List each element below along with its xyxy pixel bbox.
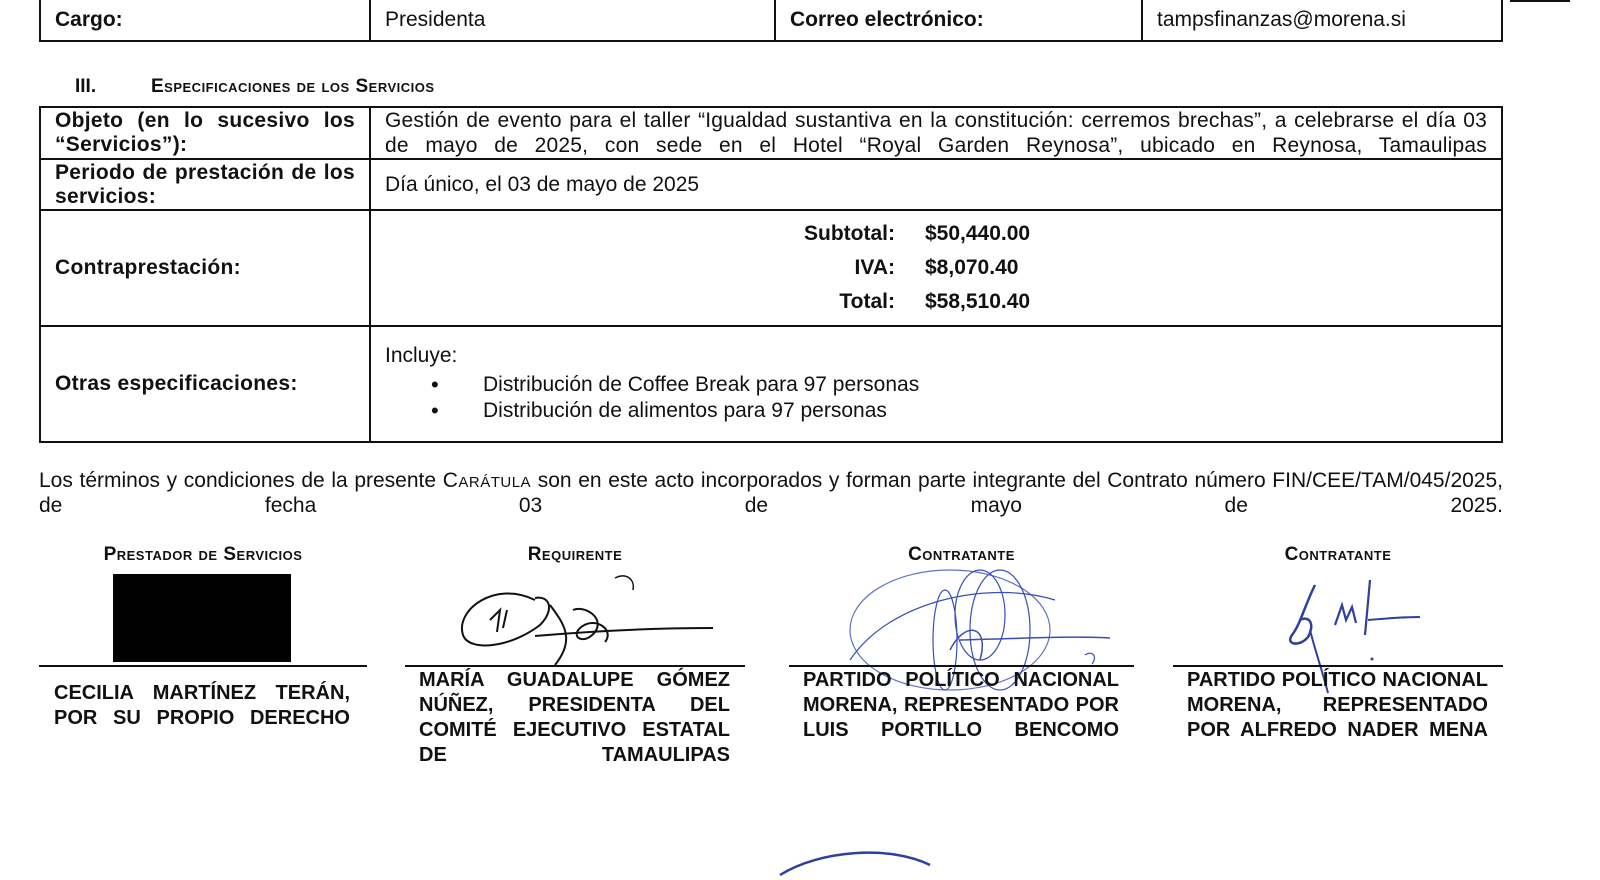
subtotal-label: Subtotal: [804,222,895,245]
sig-heading-requirente: Requirente [527,544,623,565]
otras-label: Otras especificaciones: [40,326,370,442]
sig-heading-prestador: Prestador de Servicios [103,544,303,565]
sig-line-requirente [405,665,745,667]
sig-name-requirente: MARÍA GUADALUPE GÓMEZ NÚÑEZ, PRESIDENTA DEL COMITÉ EJECUTIVO ESTATAL DE TAMAULIPAS [419,669,730,766]
sig-name-prestador: CECILIA MARTÍNEZ TERÁN, POR SU PROPIO DERECHO [54,682,350,729]
sig-line-contratante-1 [789,665,1134,667]
terms-paragraph [39,468,1503,518]
subtotal-value: $50,440.00 [925,222,1031,245]
caratula-word: Carátula [442,469,532,492]
terms-text-1: Los términos y condiciones de la presente [39,469,443,492]
section-number: III. [75,76,97,97]
cargo-value: Presidenta [370,0,775,41]
otras-cell [370,326,1502,442]
sig-name-contratante-2: PARTIDO POLÍTICO NACIONAL MORENA, REPRESENTADO POR ALFREDO NADER MENA [1187,669,1488,741]
cargo-label: Cargo: [40,0,370,41]
sig-line-contratante-2 [1173,665,1503,667]
email-label: Correo electrónico: [775,0,1142,41]
periodo-value: Día único, el 03 de mayo de 2025 [370,159,1502,210]
list-item: • Distribución de Coffee Break para 97 personas [385,372,1487,398]
contraprestacion-label: Contraprestación: [40,210,370,326]
iva-value: $8,070.40 [925,256,1019,279]
redaction-box [113,574,291,662]
header-table [39,0,1503,42]
iva-label: IVA: [854,256,895,279]
sig-heading-contratante-2: Contratante [1284,544,1392,565]
signature-partial-bottom [770,845,940,880]
specs-table [39,106,1503,443]
sig-name-contratante-1: PARTIDO POLÍTICO NACIONAL MORENA, REPRESENTADO POR LUIS PORTILLO BENCOMO [803,669,1119,741]
terms-text-2: son en este acto incorporados y forman parte integrante del Contrato número FIN/CEE/TAM/045/2025, de fecha 03 de mayo de 2025. [39,469,1503,517]
page-edge-line [1510,0,1570,2]
periodo-label: Periodo de prestación de los servicios: [40,159,370,210]
email-value: tampsfinanzas@morena.si [1142,0,1502,41]
incluye-list [385,372,1487,424]
amounts-cell [370,210,1502,326]
incluye-label: Incluye: [385,344,458,367]
signature-requirente [455,570,720,670]
list-item: • Distribución de alimentos para 97 personas [385,398,1487,424]
objeto-value: Gestión de evento para el taller “Igualdad sustantiva en la constitución: cerremos brechas”, a celebrarse el día 03 de mayo de 2025, con sede en el Hotel “Royal Garden Reynosa”, ubicado en Reynosa, Tamaulipas [370,107,1502,159]
amounts-grid [385,222,1065,314]
sig-line-prestador [39,665,367,667]
objeto-label: Objeto (en lo sucesivo los “Servicios”): [40,107,370,159]
total-value: $58,510.40 [925,290,1031,313]
sig-heading-contratante-1: Contratante [908,544,1015,565]
section-title: Especificaciones de los Servicios [151,76,435,97]
total-label: Total: [839,290,895,313]
section-heading [75,76,435,98]
